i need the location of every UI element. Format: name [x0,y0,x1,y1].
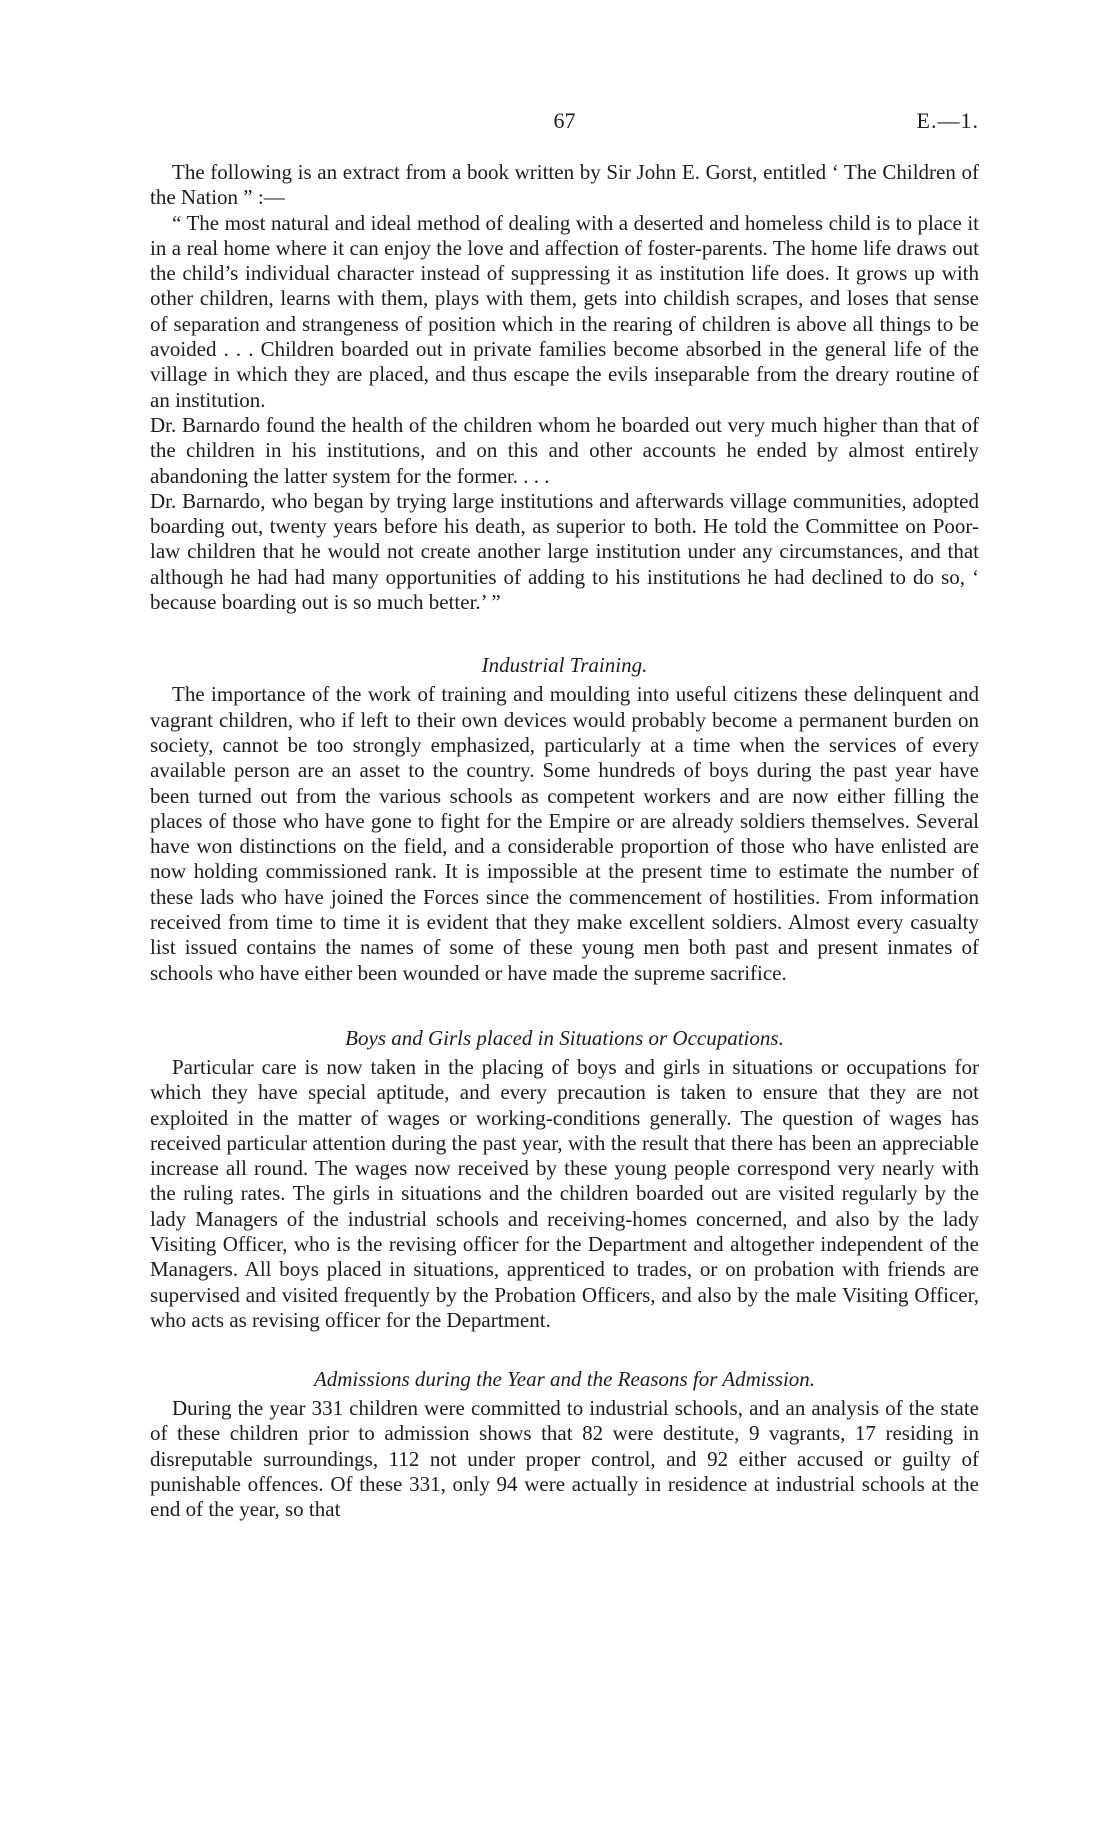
section-body: During the year 331 children were committed to industrial schools, and an analysis of the state of these children prior to admission shows that 82 were destitute, 9 vagrants, 17 residing in disreputable surroundings, 112 not under proper control, and 92 either accused or guilty of punishable offences. Of these 331, only 94 were actually in residence at industrial schools at the end of the year, so that [150,1396,979,1522]
section-admissions [150,1367,979,1522]
page-header [150,108,979,148]
section-heading: Industrial Training. [481,653,648,678]
section-body: The importance of the work of training and moulding into useful citizens these delinquent and vagrant children, who if left to their own devices would probably become a permanent burden on society, cannot be too strongly emphasized, particularly at a time when the services of every available person are an asset to the country. Some hundreds of boys during the past year have been turned out from the various schools as competent workers and are now either filling the places of those who have gone to fight for the Empire or are already soldiers themselves. Several have won distinctions on the field, and a considerable proportion of those who have enlisted are now holding commissioned rank. It is impossible at the present time to estimate the number of these lads who have joined the Forces since the commencement of hostilities. From information received from time to time it is evident that they make excellent soldiers. Almost every casualty list issued contains the names of some of these young men both past and present inmates of schools who have either been wounded or have made the supreme sacrifice. [150,682,979,985]
section-body: Particular care is now taken in the placing of boys and girls in situations or occupations for which they have special aptitude, and every precaution is taken to ensure that they are not exploited in the matter of wages or working-conditions generally. The question of wages has received particular attention during the past year, with the result that there has been an appreciable increase all round. The wages now received by these young people correspond very nearly with the ruling rates. The girls in situations and the children boarded out are visited regularly by the lady Managers of the industrial schools and receiving-homes concerned, and also by the lady Visiting Officer, who is the revising officer for the Department and altogether independent of the Managers. All boys placed in situations, apprenticed to trades, or on probation with friends are supervised and visited frequently by the Probation Officers, and also by the male Visiting Officer, who acts as revising officer for the Department. [150,1054,979,1332]
document-reference: E.—1. [916,108,979,133]
section-situations [150,1026,979,1333]
quote-paragraph-1: “ The most natural and ideal method of dealing with a deserted and homeless child is to place it in a real home where it can enjoy the love and affection of foster-parents. The home life draws out the child’s individual character instead of suppressing it as institution life does. It grows up with other children, learns with them, plays with them, gets into childish scrapes, and loses that sense of separation and strangeness of position which in the rearing of children is above all things to be avoided . . . Children boarded out in private families become absorbed in the general life of the village in which they are placed, and thus escape the evils inseparable from the dreary routine of an institution. [150,210,979,412]
section-heading: Boys and Girls placed in Situations or Occupations. [345,1025,784,1050]
intro-paragraph: The following is an extract from a book written by Sir John E. Gorst, entitled ‘ The Children of the Nation ” :— [150,160,979,210]
quote-paragraph-3: Dr. Barnardo, who began by trying large institutions and afterwards village communities, adopted boarding out, twenty years before his death, as superior to both. He told the Committee on Poor-law children that he would not create another large institution under any circumstances, and that although he had had many opportunities of adding to his institutions he had declined to do so, ‘ because boarding out is so much better.’ ” [150,488,979,615]
quotation-block [150,211,979,616]
section-heading: Admissions during the Year and the Reasons for Admission. [313,1367,816,1392]
quote-paragraph-2: Dr. Barnardo found the health of the children whom he boarded out very much higher than that of the children in his institutions, and on this and other accounts he ended by almost entirely abandoning the latter system for the former. . . . [150,412,979,488]
section-industrial-training [150,653,979,986]
page-number: 67 [553,108,576,133]
